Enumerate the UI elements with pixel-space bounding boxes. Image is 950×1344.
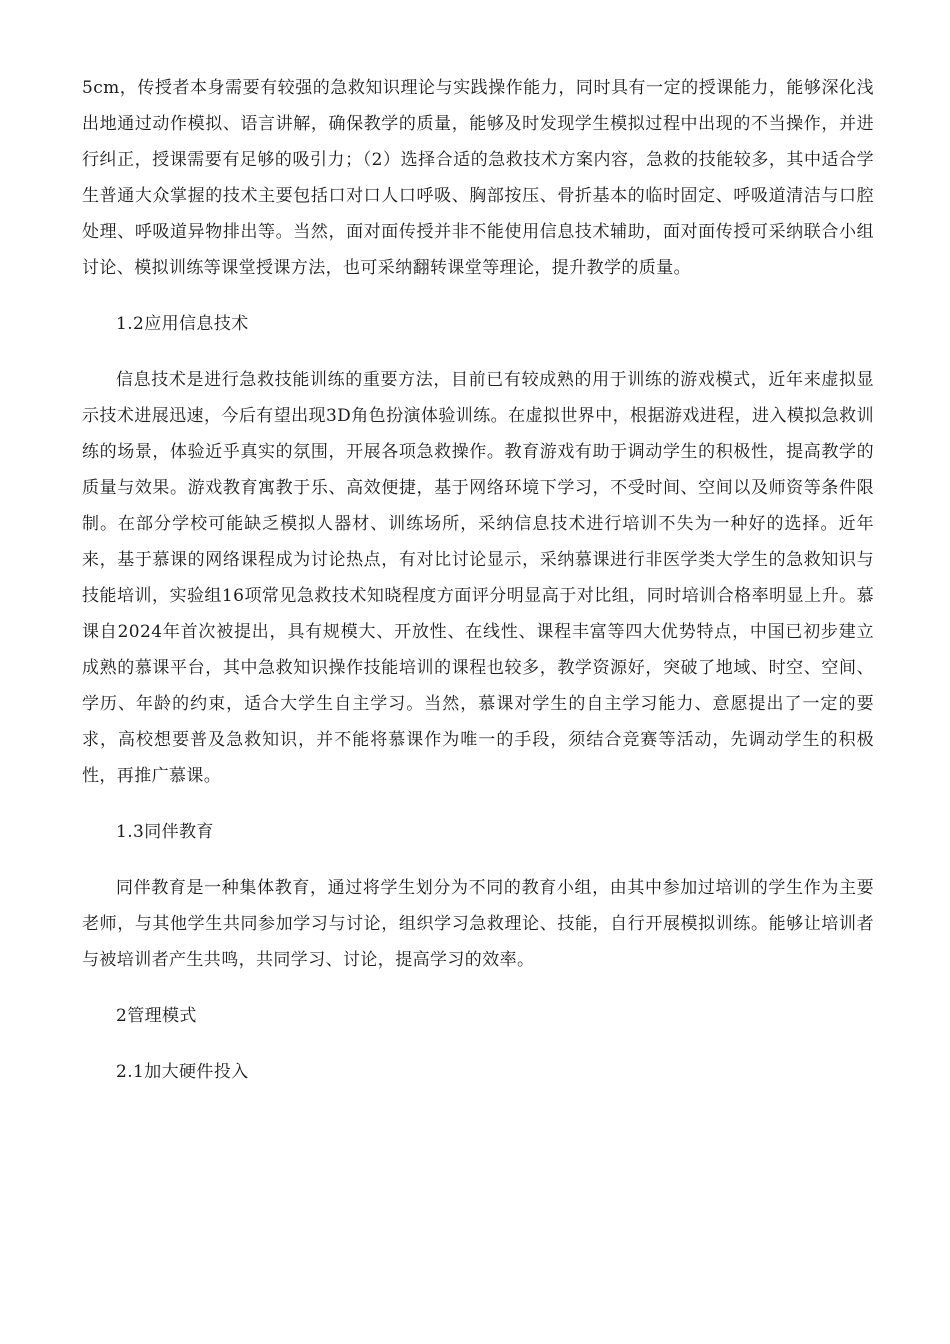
paragraph-information-technology: 信息技术是进行急救技能训练的重要方法，目前已有较成熟的用于训练的游戏模式，近年来虚拟显示技术进展迅速，今后有望出现3D角色扮演体验训练。在虚拟世界中，根据游戏进程，进入模拟急救训练的场景，体验近乎真实的氛围，开展各项急救操作。教育游戏有助于调动学生的积极性，提高教学的质量与效果。游戏教育寓教于乐、高效便捷，基于网络环境下学习，不受时间、空间以及师资等条件限制。在部分学校可能缺乏模拟人器材、训练场所，采纳信息技术进行培训不失为一种好的选择。近年来，基于慕课的网络课程成为讨论热点，有对比讨论显示，采纳慕课进行非医学类大学生的急救知识与技能培训，实验组16项常见急救技术知晓程度方面评分明显高于对比组，同时培训合格率明显上升。慕课自2024年首次被提出，具有规模大、开放性、在线性、课程丰富等四大优势特点，中国已初步建立成熟的慕课平台，其中急救知识操作技能培训的课程也较多，教学资源好，突破了地域、时空、空间、学历、年龄的约束，适合大学生自主学习。当然，慕课对学生的自主学习能力、意愿提出了一定的要求，高校想要普及急救知识，并不能将慕课作为唯一的手段，须结合竞赛等活动，先调动学生的积极性，再推广慕课。 (82, 370, 874, 786)
paragraph-gap (82, 342, 874, 362)
section-heading-1-3: 1.3同伴教育 (116, 822, 214, 842)
paragraph-peer-education: 同伴教育是一种集体教育，通过将学生划分为不同的教育小组，由其中参加过培训的学生作为主要老师，与其他学生共同参加学习与讨论，组织学习急救理论、技能，自行开展模拟训练。能够让培训者与被培训者产生共鸣，共同学习、讨论，提高学习的效率。 (82, 878, 874, 970)
paragraph-gap (82, 286, 874, 306)
paragraph-gap (82, 850, 874, 870)
document-page (82, 70, 874, 1090)
paragraph-gap (82, 1034, 874, 1054)
section-heading-2-1: 2.1加大硬件投入 (116, 1062, 249, 1082)
paragraph-face-to-face-teaching: 5cm，传授者本身需要有较强的急救知识理论与实践操作能力，同时具有一定的授课能力，能够深化浅出地通过动作模拟、语言讲解，确保教学的质量，能够及时发现学生模拟过程中出现的不当操作，并进行纠正，授课需要有足够的吸引力；（2）选择合适的急救技术方案内容，急救的技能较多，其中适合学生普通大众掌握的技术主要包括口对口人口呼吸、胸部按压、骨折基本的临时固定、呼吸道清洁与口腔处理、呼吸道异物排出等。当然，面对面传授并非不能使用信息技术辅助，面对面传授可采纳联合小组讨论、模拟训练等课堂授课方法，也可采纳翻转课堂等理论，提升教学的质量。 (82, 78, 874, 278)
paragraph-gap (82, 794, 874, 814)
section-heading-1-2: 1.2应用信息技术 (116, 314, 249, 334)
section-heading-2: 2管理模式 (116, 1006, 197, 1026)
paragraph-gap (82, 978, 874, 998)
